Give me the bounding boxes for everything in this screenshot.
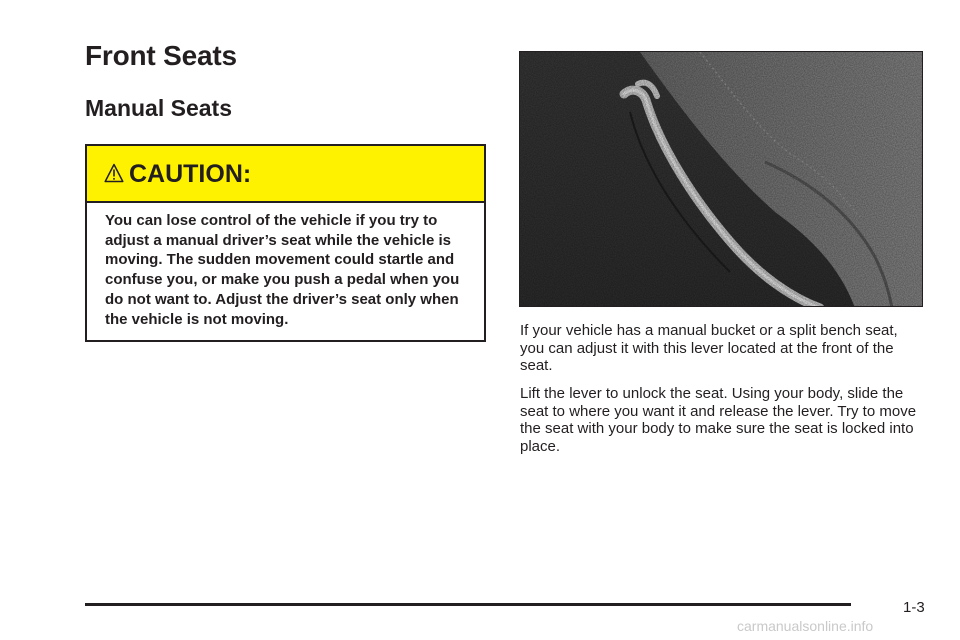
watermark: carmanualsonline.info xyxy=(737,618,874,634)
caution-text: You can lose control of the vehicle if you try to adjust a manual driver’s seat while the vehicle is moving. The sudden movement could startle and confuse you, or make you push a pedal when you do not want to. Adjust the driver’s seat only when the vehicle is not moving. xyxy=(105,212,460,328)
body-paragraph-1: If your vehicle has a manual bucket or a split bench seat, you can adjust it with this lever located at the front of the seat. xyxy=(520,322,898,374)
footer-rule xyxy=(85,603,851,606)
seat-lever-photo xyxy=(519,51,923,307)
caution-title: CAUTION: xyxy=(129,160,252,188)
page-number: 1-3 xyxy=(903,599,925,616)
body-paragraph-2: Lift the lever to unlock the seat. Using your body, slide the seat to where you want it and release the lever. Try to move the seat with your body to make sure the seat is locked into place. xyxy=(520,385,917,455)
section-title: Manual Seats xyxy=(85,95,232,121)
page-title: Front Seats xyxy=(85,40,237,71)
warning-triangle-icon xyxy=(104,163,124,183)
caution-box xyxy=(85,144,486,342)
seat-lever-illustration xyxy=(520,52,923,307)
caution-header xyxy=(87,146,484,203)
